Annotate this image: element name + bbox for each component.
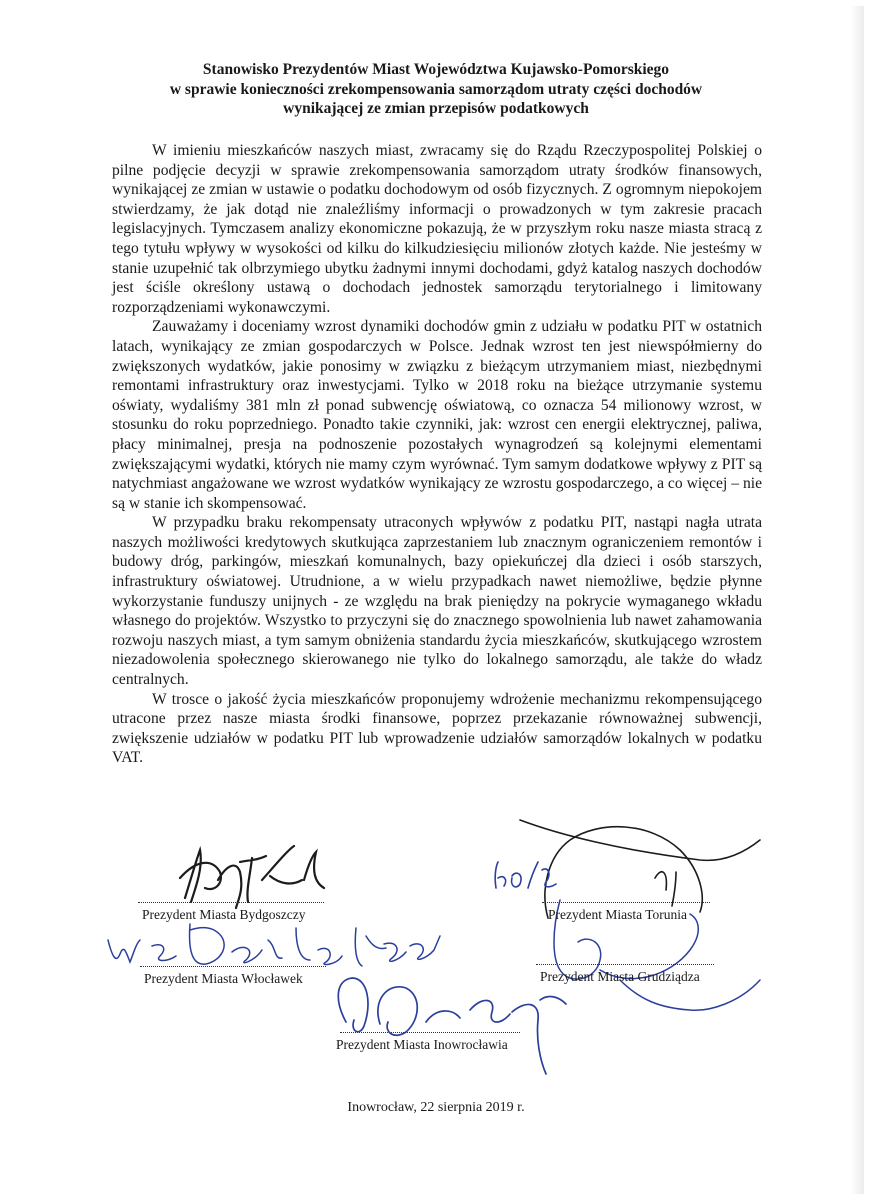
paragraph: Zauważamy i doceniamy wzrost dynamiki dochodów gmin z udziału w podatku PIT w ostatnich latach, wynikający ze zmian gospodarczych w Polsce. Jednak wzrost ten jest niewspółmierny do zwiększonych wydatków, jakie ponosimy w związku z bieżącym utrzymaniem miast, niezbędnymi remontami infrastruktury oraz inwestycjami. Tylko w 2018 roku na bieżące utrzymanie systemu oświaty, wydaliśmy 381 mln zł ponad subwencję oświatową, co oznacza 54 milionowy wzrost, w stosunku do roku poprzedniego. Ponadto takie czynniki, jak: wzrost cen energii elektrycznej, paliwa, płacy minimalnej, presja na podnoszenie pozostałych wynagrodzeń są kolejnymi elementami zwiększającymi wydatki, których nie mamy czym wyrównać. Tym samym dodatkowe wpływy z PIT są natychmiast angażowane we wzrost wydatków wynikający ze wzrostu gospodarczego, a co więcej – nie są w stanie ich skompensować. [112,318,762,512]
signature-label-inowroclaw: Prezydent Miasta Inowrocławia [336,1037,508,1052]
signature-line [140,966,326,967]
signature-wloclawek [108,924,440,966]
signature-inowroclaw [338,978,566,1074]
signature-label-wloclawek: Prezydent Miasta Włocławek [144,971,303,986]
signature-line [340,1032,520,1033]
place-and-date: Inowrocław, 22 sierpnia 2019 r. [347,1100,525,1115]
signature-bydgoszcz [180,846,324,908]
signature-line [138,902,324,903]
signature-line [542,902,710,903]
title-line: w sprawie konieczności zrekompensowania samorządom utraty części dochodów [169,80,703,98]
title-line: wynikającej ze zmian przepisów podatkowych [283,100,589,117]
paragraph: W przypadku braku rekompensaty utraconych wpływów z podatku PIT, nastąpi nagła utrata naszych możliwości kredytowych skutkująca zaprzestaniem lub znacznym ograniczeniem remontów i budowy dróg, parkingów, mieszkań komunalnych, bazy opiekuńczej dla dzieci i osób starszych, infrastruktury oświatowej. Utrudnione, a w wielu przypadkach nawet niemożliwe, będzie płynne wykorzystanie funduszy unijnych - ze względu na brak pieniędzy na pokrycie wymaganego wkładu własnego do projektów. Wszystko to przyczyni się do znacznego spowolnienia lub nawet zahamowania rozwoju naszych miast, a tym samym obniżenia standardu życia mieszkańców, skutkującego wzrostem niezadowolenia społecznego skierowanego nie tylko do lokalnego samorządu, ale także do władz centralnych. [112,514,762,689]
paragraph: W imieniu mieszkańców naszych miast, zwracamy się do Rządu Rzeczypospolitej Polskiej o pilne podjęcie decyzji w sprawie zrekompensowania samorządom utraty środków finansowych, wynikającej ze zmian w ustawie o podatku dochodowym od osób fizycznych. Z ogromnym niepokojem stwierdzamy, że jak dotąd nie znaleźliśmy informacji o prowadzonych w tym zakresie pracach legislacyjnych. Tymczasem analizy ekonomiczne pokazują, że w przyszłym roku nasze miasta stracą z tego tytułu wpływy w wysokości od kilku do kilkudziesięciu milionów złotych każde. Nie jesteśmy w stanie uzupełnić tak olbrzymiego ubytku żadnymi innymi dochodami, gdyż katalog naszych dochodów jest ściśle określony ustawą o dochodach jednostek samorządu terytorialnego i limitowany rozporządzeniami wykonawczymi. [112,142,762,316]
signature-label-bydgoszcz: Prezydent Miasta Bydgoszczy [142,907,306,922]
signature-label-grudziadz: Prezydent Miasta Grudziądza [540,969,700,984]
signature-line [536,964,714,965]
signature-label-torun: Prezydent Miasta Torunia [548,907,688,922]
paragraph: W trosce o jakość życia mieszkańców proponujemy wdrożenie mechanizmu rekompensującego utracone przez nasze miasta środki finansowe, poprzez przekazanie równoważnej subwencji, zwiększenie udziałów w podatku PIT lub wprowadzenie udziałów samorządów lokalnych w podatku VAT. [112,690,762,767]
signature-torun [520,820,760,918]
title-line: Stanowisko Prezydentów Miast Województwa Kujawsko-Pomorskiego [202,61,670,78]
